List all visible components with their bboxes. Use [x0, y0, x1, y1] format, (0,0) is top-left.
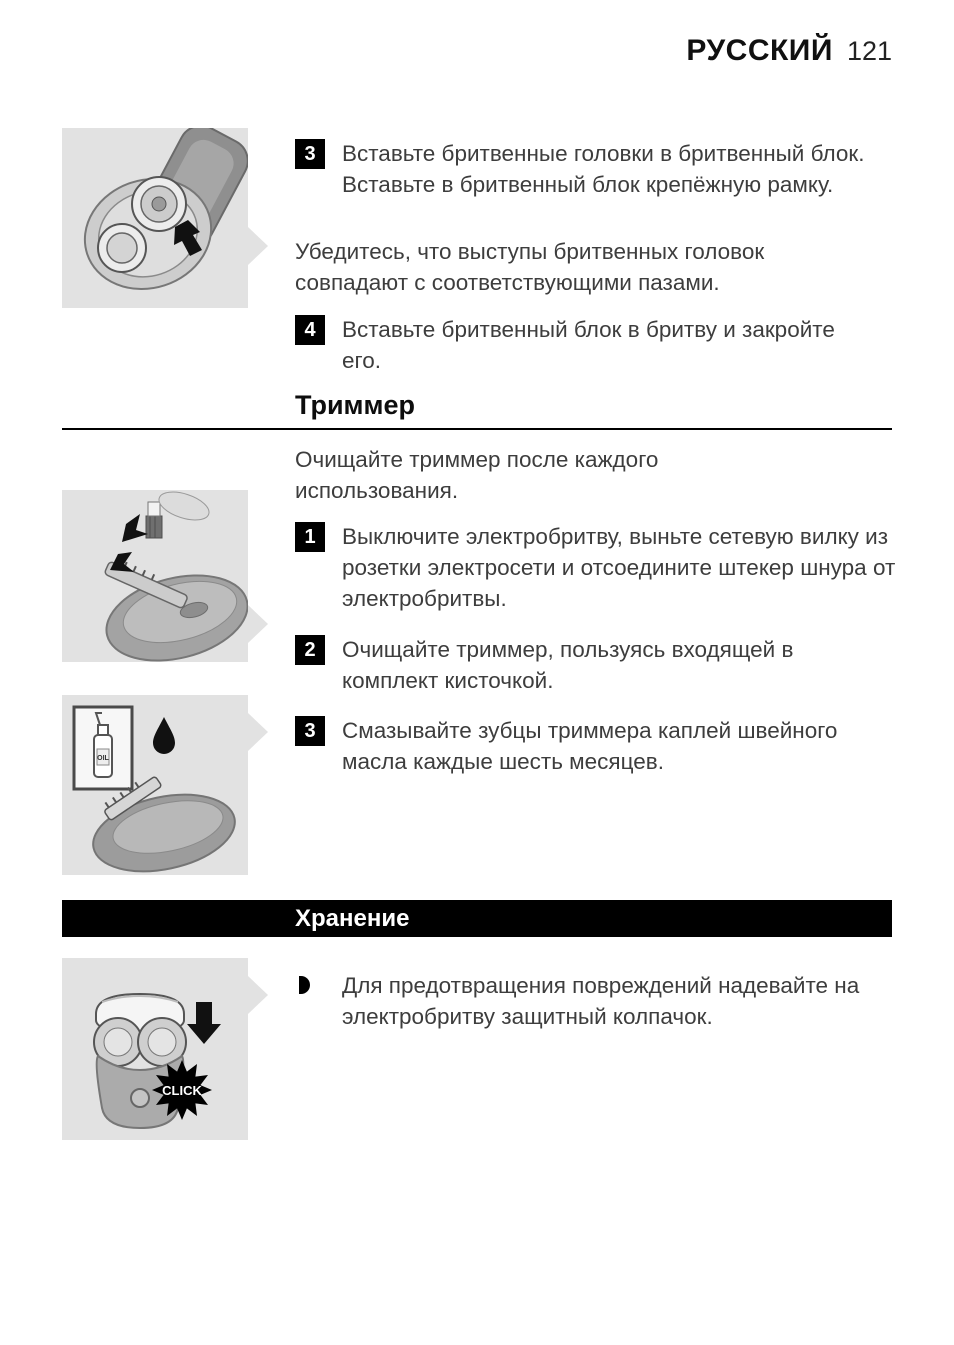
motion-arrow-up-icon — [122, 514, 148, 542]
note-paragraph: Убедитесь, что выступы бритвенных головок совпадают с соответствующими пазами. — [295, 239, 765, 295]
protective-cap-image — [62, 958, 248, 1140]
trimmer-oiling-image — [62, 695, 248, 875]
page-number: 121 — [846, 36, 892, 66]
shaver-head-assembly-illustration — [62, 128, 248, 308]
storage-section-banner — [62, 900, 892, 937]
step-number-badge: 1 — [295, 522, 325, 552]
callout-pointer — [248, 227, 268, 265]
bullet-icon — [299, 976, 310, 994]
trimmer-intro-paragraph: Очищайте триммер после каждого использования. — [295, 447, 659, 503]
callout-pointer — [248, 713, 268, 751]
oil-bottle-label: OIL — [97, 755, 109, 762]
trimmer-cleaning-image — [62, 490, 248, 662]
step-trimmer-2 — [295, 634, 887, 696]
step-number-badge: 3 — [295, 139, 325, 169]
step-text: Очищайте триммер, пользуясь входящей в комплект кисточкой. — [342, 637, 794, 693]
callout-pointer — [248, 605, 268, 643]
step-text: Выключите электробритву, выньте сетевую вилку из розетки электросети и отсоедините штекер шнура от электробритвы. — [342, 524, 896, 611]
down-arrow-icon — [187, 1002, 221, 1044]
trimmer-oiling-illustration — [62, 695, 248, 875]
step-trimmer-1 — [295, 521, 898, 614]
callout-pointer — [248, 976, 268, 1014]
storage-bullet-item — [299, 970, 872, 1032]
step-text: Вставьте бритвенные головки в бритвенный блок. Вставьте в бритвенный блок крепёжную рамку. — [342, 141, 865, 197]
step-number-badge: 3 — [295, 716, 325, 746]
oil-bottle-icon — [74, 707, 132, 789]
cleaning-brush-icon — [146, 490, 212, 538]
shaver-head-assembly-image — [62, 128, 248, 308]
page-header — [686, 34, 892, 68]
bullet-text: Для предотвращения повреждений надевайте на электробритву защитный колпачок. — [342, 973, 860, 1029]
storage-section-title: Хранение — [295, 904, 410, 932]
trimmer-cleaning-illustration — [62, 490, 248, 662]
protective-cap-illustration — [62, 958, 248, 1140]
step-assembly-4 — [295, 314, 842, 376]
section-divider — [62, 428, 892, 430]
step-number-badge: 2 — [295, 635, 325, 665]
language-title: РУССКИЙ — [686, 34, 833, 67]
step-trimmer-3 — [295, 715, 842, 777]
click-label: CLICK — [162, 1083, 202, 1098]
step-number-badge: 4 — [295, 315, 325, 345]
trimmer-section-title: Триммер — [295, 390, 416, 420]
step-text: Вставьте бритвенный блок в бритву и закройте его. — [342, 317, 835, 373]
step-assembly-3 — [295, 138, 887, 200]
oil-drop-icon — [153, 717, 175, 754]
step-text: Смазывайте зубцы триммера каплей швейного масла каждые шесть месяцев. — [342, 718, 838, 774]
